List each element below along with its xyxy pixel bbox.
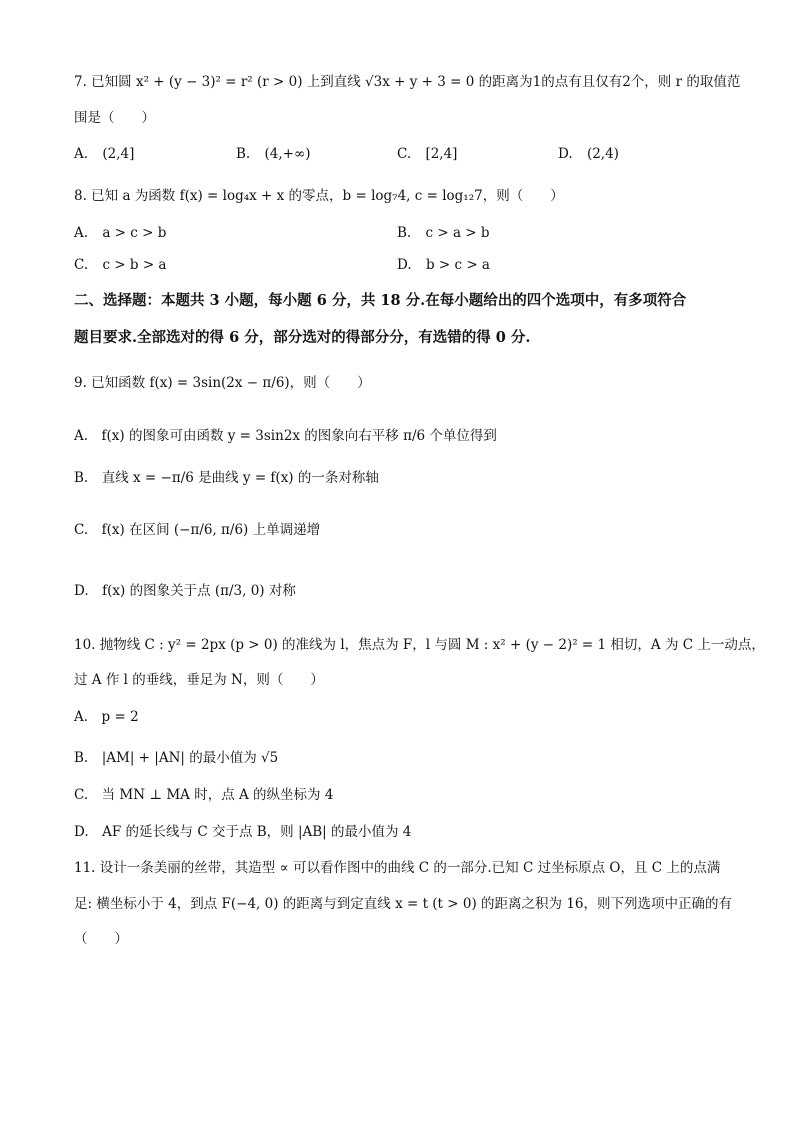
q7-option-d: [558, 144, 619, 164]
option-text: (4,+∞): [264, 146, 311, 162]
q9-option-b: B. 直线 x = −π/6 是曲线 y = f(x) 的一条对称轴: [74, 470, 379, 486]
q8-stem: 8. 已知 a 为函数 f(x) = log₄x + x 的零点，b = log₇4, c = log₁₂7，则（ ）: [74, 188, 564, 204]
q9-option-a: A. f(x) 的图象可由函数 y = 3sin2x 的图象向右平移 π/6 个单位得到: [74, 428, 497, 444]
q8-option-a: [74, 223, 166, 243]
option-label: A.: [74, 146, 89, 162]
q7-stem-line2: 围是（ ）: [74, 110, 155, 126]
q11-stem-line1: 11. 设计一条美丽的丝带，其造型 ∝ 可以看作图中的曲线 C 的一部分.已知 C 过坐标原点 O，且 C 上的点满: [74, 860, 721, 876]
q7-option-c: [397, 144, 457, 164]
q8-option-c: [74, 255, 166, 275]
option-text: c > b > a: [102, 257, 167, 273]
q7-option-a: [74, 144, 134, 164]
option-label: D.: [558, 146, 573, 162]
option-label: B.: [236, 146, 251, 162]
q10-stem-line2: 过 A 作 l 的垂线，垂足为 N，则（ ）: [74, 672, 324, 688]
section-heading-line2: 题目要求.全部选对的得 6 分，部分选对的得部分分，有选错的得 0 分.: [74, 329, 531, 346]
q10-option-d: D. AF 的延长线与 C 交于点 B，则 |AB| 的最小值为 4: [74, 824, 412, 840]
option-label: A.: [74, 225, 89, 241]
option-text: [2,4]: [425, 146, 458, 162]
option-label: B.: [397, 225, 412, 241]
q11-stem-line3: （ ）: [74, 931, 128, 947]
option-label: C.: [397, 146, 412, 162]
q9-option-d: D. f(x) 的图象关于点 (π/3, 0) 对称: [74, 583, 296, 599]
q10-option-b: B. |AM| + |AN| 的最小值为 √5: [74, 750, 279, 766]
q11-stem-line2: 足: 横坐标小于 4，到点 F(−4, 0) 的距离与到定直线 x = t (t > 0) 的距离之积为 16，则下列选项中正确的有: [74, 896, 732, 912]
option-text: (2,4]: [102, 146, 135, 162]
section-heading-line1: 二、选择题：本题共 3 小题，每小题 6 分，共 18 分.在每小题给出的四个选项中，有多项符合: [74, 292, 687, 309]
option-text: b > c > a: [425, 257, 490, 273]
q10-option-c: C. 当 MN ⊥ MA 时，点 A 的纵坐标为 4: [74, 787, 334, 803]
q7-stem-line1: 7. 已知圆 x² + (y − 3)² = r² (r > 0) 上到直线 √3x + y + 3 = 0 的距离为1的点有且仅有2个，则 r 的取值范: [74, 74, 741, 90]
q8-option-d: [397, 255, 490, 275]
q10-stem-line1: 10. 抛物线 C : y² = 2px (p > 0) 的准线为 l，焦点为 F，l 与圆 M : x² + (y − 2)² = 1 相切，A 为 C 上一动点，: [74, 637, 765, 653]
option-text: c > a > b: [425, 225, 490, 241]
q10-option-a: A. p = 2: [74, 709, 139, 725]
q7-option-b: [236, 144, 311, 164]
option-text: a > c > b: [102, 225, 167, 241]
option-label: C.: [74, 257, 89, 273]
q9-option-c: C. f(x) 在区间 (−π/6, π/6) 上单调递增: [74, 522, 321, 538]
option-label: D.: [397, 257, 412, 273]
option-text: (2,4): [586, 146, 619, 162]
q9-stem: 9. 已知函数 f(x) = 3sin(2x − π/6)，则（ ）: [74, 375, 371, 391]
q8-option-b: [397, 223, 490, 243]
